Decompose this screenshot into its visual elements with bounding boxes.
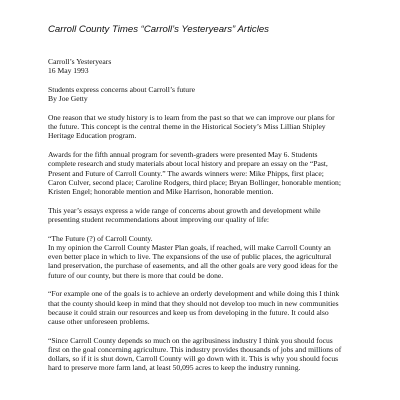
paragraph-line: that the county should keep in mind that they should not develop too much in new communities: [48, 298, 339, 308]
paragraph-line: even better place in which to live. The expansions of the use of public places, the agricultural: [48, 252, 332, 262]
paragraph: [48, 289, 368, 326]
paragraph-line: One reason that we study history is to learn from the past so that we can improve our plans for: [48, 113, 335, 122]
paragraph-line: Caron Culver, second place; Caroline Rodgers, third place; Bryan Bollinger, honorable mention;: [48, 177, 341, 187]
paragraph: [48, 206, 368, 224]
page-header-title: Carroll County Times “Carroll’s Yesteryears” Articles: [48, 24, 269, 35]
paragraph-line: This year’s essays express a wide range of concerns about growth and development while: [48, 205, 321, 215]
paragraph-line: Awards for the fifth annual program for seventh-graders were presented May 6. Students: [48, 150, 318, 160]
article-headline: Students express concerns about Carroll’s future: [48, 85, 195, 94]
article-body: [48, 57, 368, 373]
paragraph: [48, 234, 368, 280]
paragraph-line: because it could strain our resources and keep us from developing in the future. It could also: [48, 307, 329, 317]
paragraph-line: Kristen Engel; honorable mention and Mike Harrison, honorable mention.: [48, 187, 274, 197]
paragraph-line: first on the goal concerning agriculture. This industry provides thousands of jobs and millions of: [48, 345, 342, 355]
paragraph-line: complete research and study materials about local history and prepare an essay on the “Past,: [48, 159, 328, 169]
paragraph-line: “The Future (?) of Carroll County.: [48, 233, 153, 243]
paragraph-line: dollars, so if it is shut down, Carroll County will go down with it. This is why you should focus: [48, 354, 339, 364]
paragraph-line: cause other unforeseen problems.: [48, 317, 150, 327]
paragraph-line: presenting student recommendations about improving our quality of life:: [48, 215, 270, 225]
paragraph-line: Heritage Education program.: [48, 131, 137, 141]
paragraph-line: future of our county, but there is more that could be done.: [48, 270, 224, 280]
paragraph-line: “For example one of the goals is to achieve an orderly development and while doing this I think: [48, 289, 340, 299]
paragraph: [48, 150, 368, 196]
paragraph-line: Present and Future of Carroll County.” The awards winners were: Mike Phipps, first place;: [48, 168, 324, 178]
paragraph-line: land preservation, the purchase of easements, and all the other goals are very good ideas for the: [48, 261, 338, 271]
paragraph: [48, 336, 368, 373]
column-name: Carroll’s Yesteryears: [48, 57, 112, 66]
article-byline: By Joe Getty: [48, 94, 88, 104]
paragraph-line: the future. This concept is the central theme in the Historical Society’s Miss Lillian Shipley: [48, 122, 326, 132]
paragraph-line: hard to preserve more farm land, at least 50,095 acres to keep the industry running.: [48, 363, 301, 373]
paragraph: [48, 113, 368, 141]
paragraph-line: In my opinion the Carroll County Master Plan goals, if reached, will make Carroll County an: [48, 243, 331, 253]
article-date: 16 May 1993: [48, 66, 89, 76]
paragraph-line: “Since Carroll County depends so much on the agribusiness industry I think you should focus: [48, 335, 333, 345]
